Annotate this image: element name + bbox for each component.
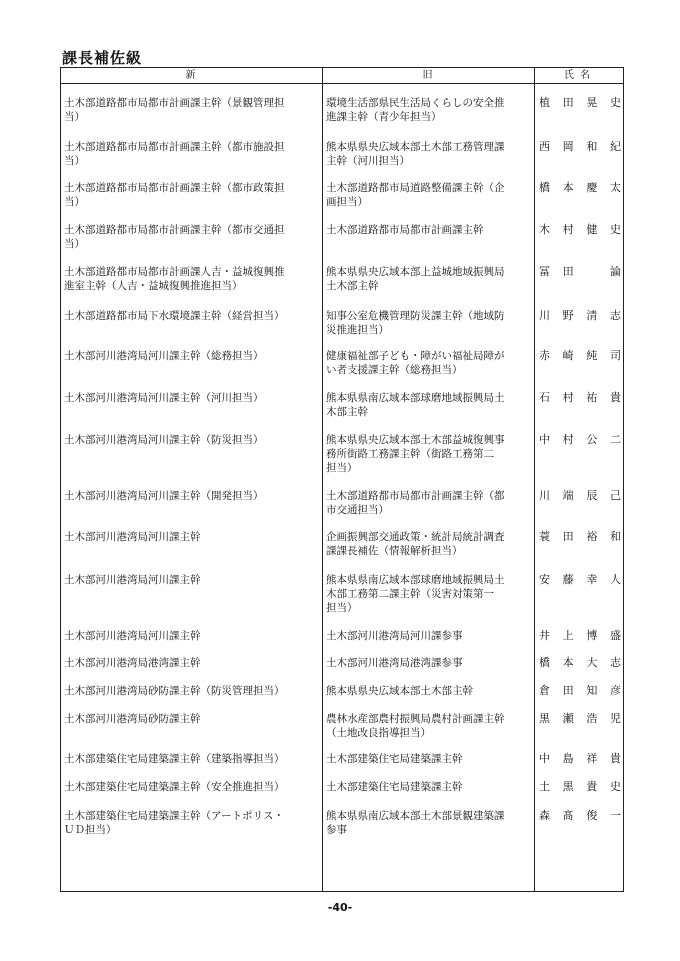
header-name: 氏名 (564, 70, 596, 81)
person-name: 倉 田 知 彦 (539, 684, 621, 697)
column-divider (322, 68, 323, 891)
new-position: 土木部建築住宅局建築課主幹（安全推進担当） (64, 781, 285, 793)
new-position: 土木部河川港湾局港湾課主幹 (64, 657, 201, 669)
old-position: 知事公室危機管理防災課主幹（地域防 災推進担当） (326, 310, 505, 336)
old-position: 健康福祉部子ども・障がい福祉局障が い者支援課主幹（総務担当） (326, 350, 505, 376)
person-name: 川 野 清 志 (539, 309, 621, 322)
old-position: 熊本県県南広域本部球磨地域振興局土 木部主幹 (326, 392, 505, 418)
old-position: 熊本県県央広域本部上益城地域振興局 土木部主幹 (326, 266, 505, 292)
old-position: 土木部建築住宅局建築課主幹 (326, 781, 463, 793)
person-name: 橋 本 大 志 (539, 656, 621, 669)
person-name: 橋 本 慶 太 (539, 181, 621, 194)
old-position: 土木部河川港湾局河川課参事 (326, 630, 463, 642)
person-name: 木 村 健 史 (539, 223, 621, 236)
page-number: -40- (327, 901, 353, 914)
old-position: 環境生活部県民生活局くらしの安全推 進課主幹（青少年担当） (326, 97, 505, 123)
old-position: 熊本県県央広域本部土木部主幹 (326, 685, 473, 697)
personnel-table (60, 67, 624, 892)
old-position: 熊本県県央広域本部土木部益城復興事 務所街路工務課主幹（街路工務第二 担当） (326, 434, 505, 474)
old-position: 熊本県県南広域本部球磨地域振興局土 木部工務第二課主幹（災害対策第一 担当） (326, 574, 505, 614)
person-name: 安 藤 幸 人 (539, 573, 621, 586)
old-position: 企画振興部交通政策・統計局統計調査 課課長補佐（情報解析担当） (326, 531, 505, 557)
old-position: 土木部道路都市局都市計画課主幹 (326, 224, 484, 236)
person-name: 石 村 祐 貴 (539, 391, 621, 404)
person-name: 赤 崎 純 司 (539, 349, 621, 362)
old-position: 熊本県県央広域本部土木部工務管理課 主幹（河川担当） (326, 141, 505, 167)
person-name: 黒 瀬 浩 児 (539, 712, 621, 725)
new-position: 土木部道路都市局都市計画課主幹（都市施設担 当） (64, 141, 285, 167)
page-title: 課長補佐級 (62, 49, 143, 67)
header-new: 新 (185, 70, 198, 81)
person-name: 西 岡 和 紀 (539, 140, 621, 153)
new-position: 土木部道路都市局都市計画課主幹（景観管理担 当） (64, 97, 285, 123)
old-position: 土木部建築住宅局建築課主幹 (326, 753, 463, 765)
new-position: 土木部河川港湾局河川課主幹（防災担当） (64, 434, 264, 446)
person-name: 中 島 祥 貴 (539, 752, 621, 765)
old-position: 土木部道路都市局都市計画課主幹（都 市交通担当） (326, 490, 505, 516)
new-position: 土木部道路都市局都市計画課主幹（都市交通担 当） (64, 224, 285, 250)
header-old: 旧 (422, 70, 435, 81)
column-divider (534, 68, 535, 891)
new-position: 土木部道路都市局都市計画課人吉・益城復興推 進室主幹（人吉・益城復興推進担当） (64, 266, 285, 292)
person-name: 井 上 博 盛 (539, 629, 621, 642)
new-position: 土木部河川港湾局河川課主幹 (64, 574, 201, 586)
person-name: 植 田 晃 史 (539, 96, 621, 109)
new-position: 土木部河川港湾局河川課主幹（河川担当） (64, 392, 264, 404)
person-name: 蓑 田 裕 和 (539, 530, 621, 543)
person-name: 中 村 公 二 (539, 433, 621, 446)
new-position: 土木部河川港湾局河川課主幹（総務担当） (64, 350, 264, 362)
new-position: 土木部建築住宅局建築課主幹（アートポリス・ ＵＤ担当） (64, 810, 284, 836)
new-position: 土木部道路都市局下水環境課主幹（経営担当） (64, 310, 285, 322)
person-name: 森 髙 俊 一 (539, 809, 621, 822)
new-position: 土木部河川港湾局砂防課主幹（防災管理担当） (64, 685, 285, 697)
new-position: 土木部建築住宅局建築課主幹（建築指導担当） (64, 753, 285, 765)
old-position: 土木部河川港湾局港湾課参事 (326, 657, 463, 669)
person-name: 川 端 辰 己 (539, 489, 621, 502)
old-position: 熊本県県南広域本部土木部景観建築課 参事 (326, 810, 505, 836)
new-position: 土木部河川港湾局砂防課主幹 (64, 713, 201, 725)
old-position: 土木部道路都市局道路整備課主幹（企 画担当） (326, 182, 505, 208)
person-name: 土 黒 貴 史 (539, 780, 621, 793)
new-position: 土木部河川港湾局河川課主幹 (64, 630, 201, 642)
old-position: 農林水産部農村振興局農村計画課主幹 （土地改良指導担当） (326, 713, 505, 739)
new-position: 土木部道路都市局都市計画課主幹（都市政策担 当） (64, 182, 285, 208)
new-position: 土木部河川港湾局河川課主幹 (64, 531, 201, 543)
new-position: 土木部河川港湾局河川課主幹（開発担当） (64, 490, 264, 502)
header-divider (61, 83, 623, 84)
person-name: 冨 田 論 (539, 265, 621, 278)
